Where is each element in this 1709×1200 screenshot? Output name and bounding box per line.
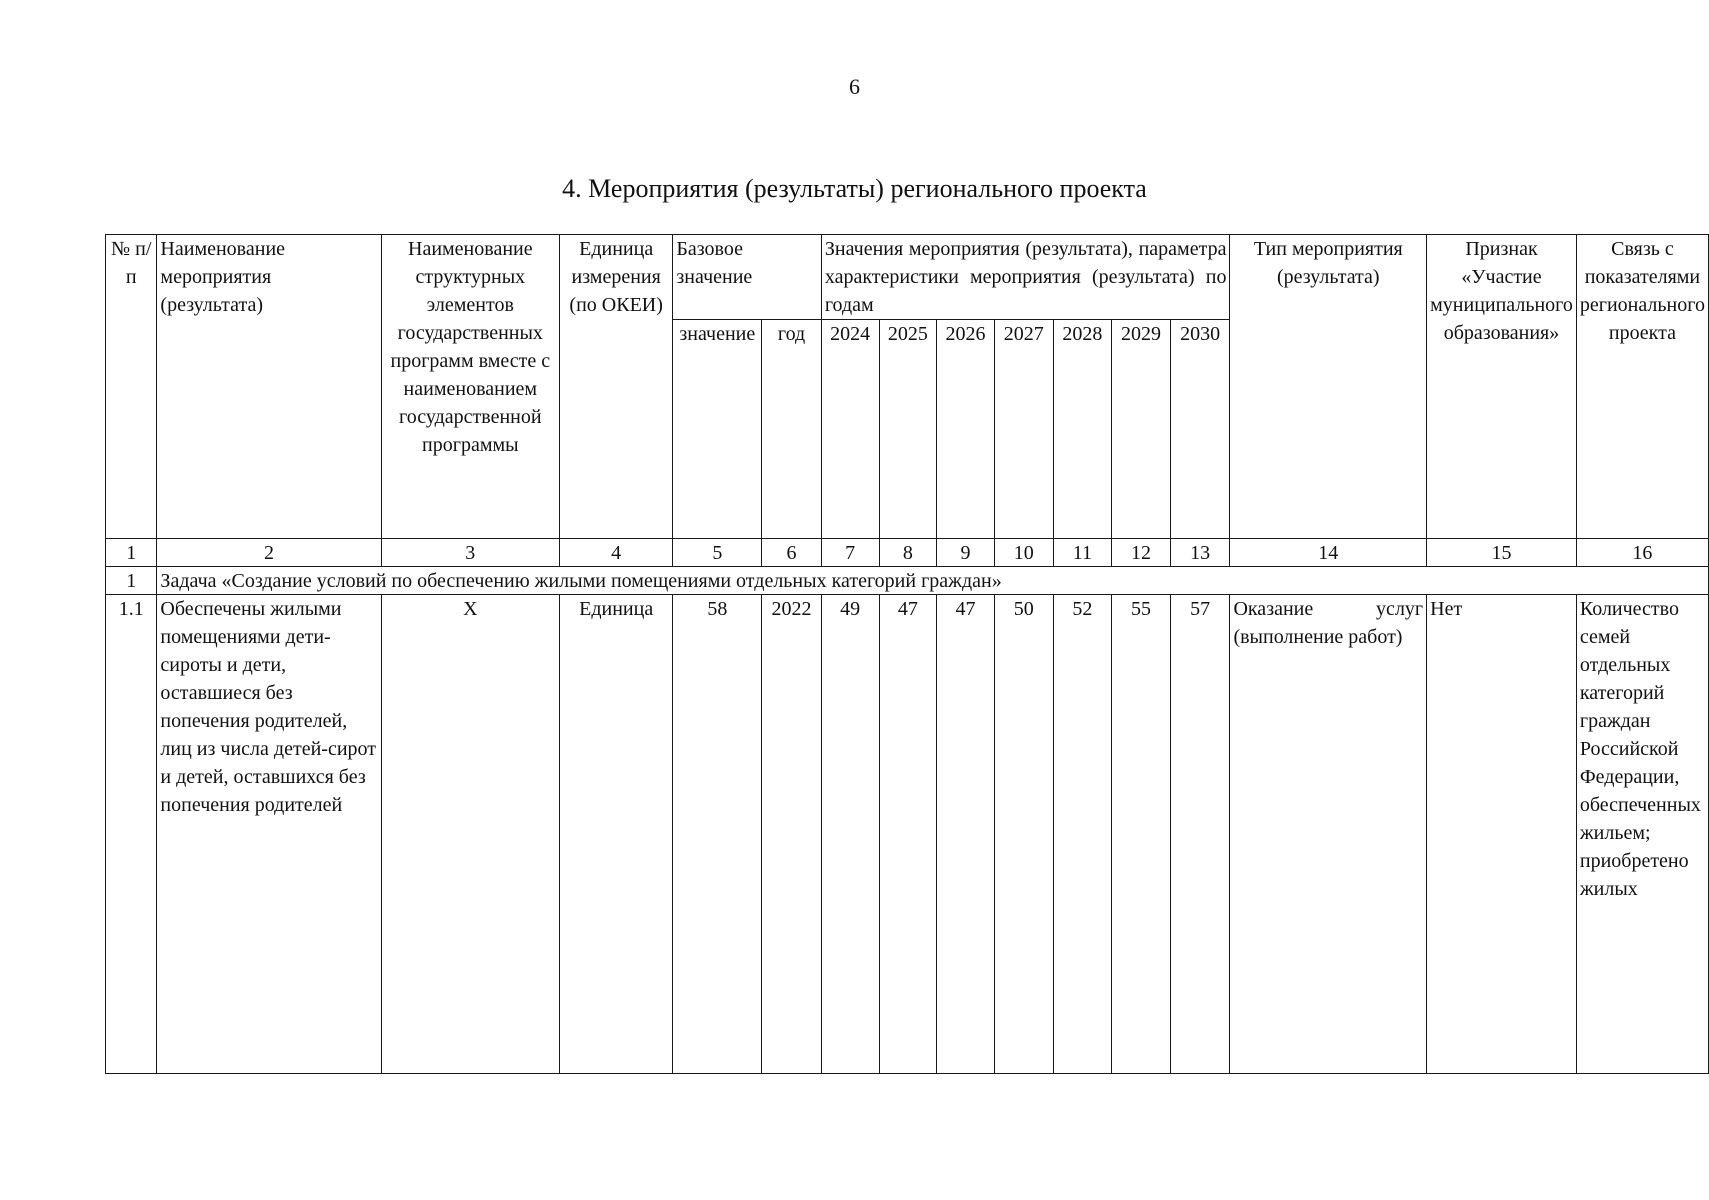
column-number: 8: [879, 539, 937, 567]
header-year: 2026: [937, 320, 995, 539]
row-value: 49: [821, 595, 879, 1074]
header-link: Связь с показателями регионального проекта: [1576, 235, 1708, 539]
row-municipal: Нет: [1427, 595, 1577, 1074]
events-table: [105, 234, 1709, 1074]
header-num: № п/п: [106, 235, 157, 539]
table-row: [106, 595, 1709, 1074]
column-number: 9: [937, 539, 995, 567]
header-year: 2027: [994, 320, 1053, 539]
column-number: 11: [1053, 539, 1112, 567]
task-text: Задача «Создание условий по обеспечению жилыми помещениями отдельных категорий граждан»: [157, 567, 1709, 595]
row-value: 52: [1053, 595, 1112, 1074]
header-structural: Наименование структурных элементов государственных программ вместе с наименованием государственной программы: [381, 235, 559, 539]
row-structural: Х: [381, 595, 559, 1074]
header-name: Наименование мероприятия (результата): [157, 235, 381, 539]
page-number: 6: [849, 74, 860, 99]
header-base-value: значение: [673, 320, 762, 539]
column-number: 1: [106, 539, 157, 567]
row-link: Количество семей отдельных категорий граждан Российской Федерации, обеспеченных жильем; приобретено жилых: [1576, 595, 1708, 1074]
row-value: 47: [879, 595, 937, 1074]
header-row-1: [106, 235, 1709, 320]
row-value: 47: [937, 595, 995, 1074]
row-value: 57: [1170, 595, 1230, 1074]
header-year: 2025: [879, 320, 937, 539]
header-type: Тип мероприятия (результата): [1230, 235, 1427, 539]
column-number: 2: [157, 539, 381, 567]
column-numbers-row: [106, 539, 1709, 567]
column-number: 5: [673, 539, 762, 567]
row-name: Обеспечены жилыми помещениями дети-сироты и дети, оставшиеся без попечения родителей, лиц из числа детей-сирот и детей, оставшихся без попечения родителей: [157, 595, 381, 1074]
column-number: 7: [821, 539, 879, 567]
column-number: 14: [1230, 539, 1427, 567]
header-unit: Единица измерения (по ОКЕИ): [559, 235, 672, 539]
row-base-year: 2022: [762, 595, 822, 1074]
row-base-value: 58: [673, 595, 762, 1074]
row-type: Оказание услуг (выполнение работ): [1230, 595, 1427, 1074]
header-year: 2028: [1053, 320, 1112, 539]
column-number: 10: [994, 539, 1053, 567]
row-value: 50: [994, 595, 1053, 1074]
column-number: 6: [762, 539, 822, 567]
task-row: [106, 567, 1709, 595]
header-values: Значения мероприятия (результата), параметра характеристики мероприятия (результата) по годам: [821, 235, 1230, 320]
column-number: 4: [559, 539, 672, 567]
column-number: 12: [1112, 539, 1171, 567]
column-number: 16: [1576, 539, 1708, 567]
column-number: 13: [1170, 539, 1230, 567]
row-value: 55: [1112, 595, 1171, 1074]
column-number: 3: [381, 539, 559, 567]
row-num: 1.1: [106, 595, 157, 1074]
header-municipal: Признак «Участие муниципального образования»: [1427, 235, 1577, 539]
header-base-year: год: [762, 320, 822, 539]
section-title: 4. Мероприятия (результаты) регионального проекта: [562, 174, 1147, 203]
task-num: 1: [106, 567, 157, 595]
header-year: 2024: [821, 320, 879, 539]
header-year: 2030: [1170, 320, 1230, 539]
column-number: 15: [1427, 539, 1577, 567]
row-unit: Единица: [559, 595, 672, 1074]
header-year: 2029: [1112, 320, 1171, 539]
header-base: Базовое значение: [673, 235, 821, 320]
